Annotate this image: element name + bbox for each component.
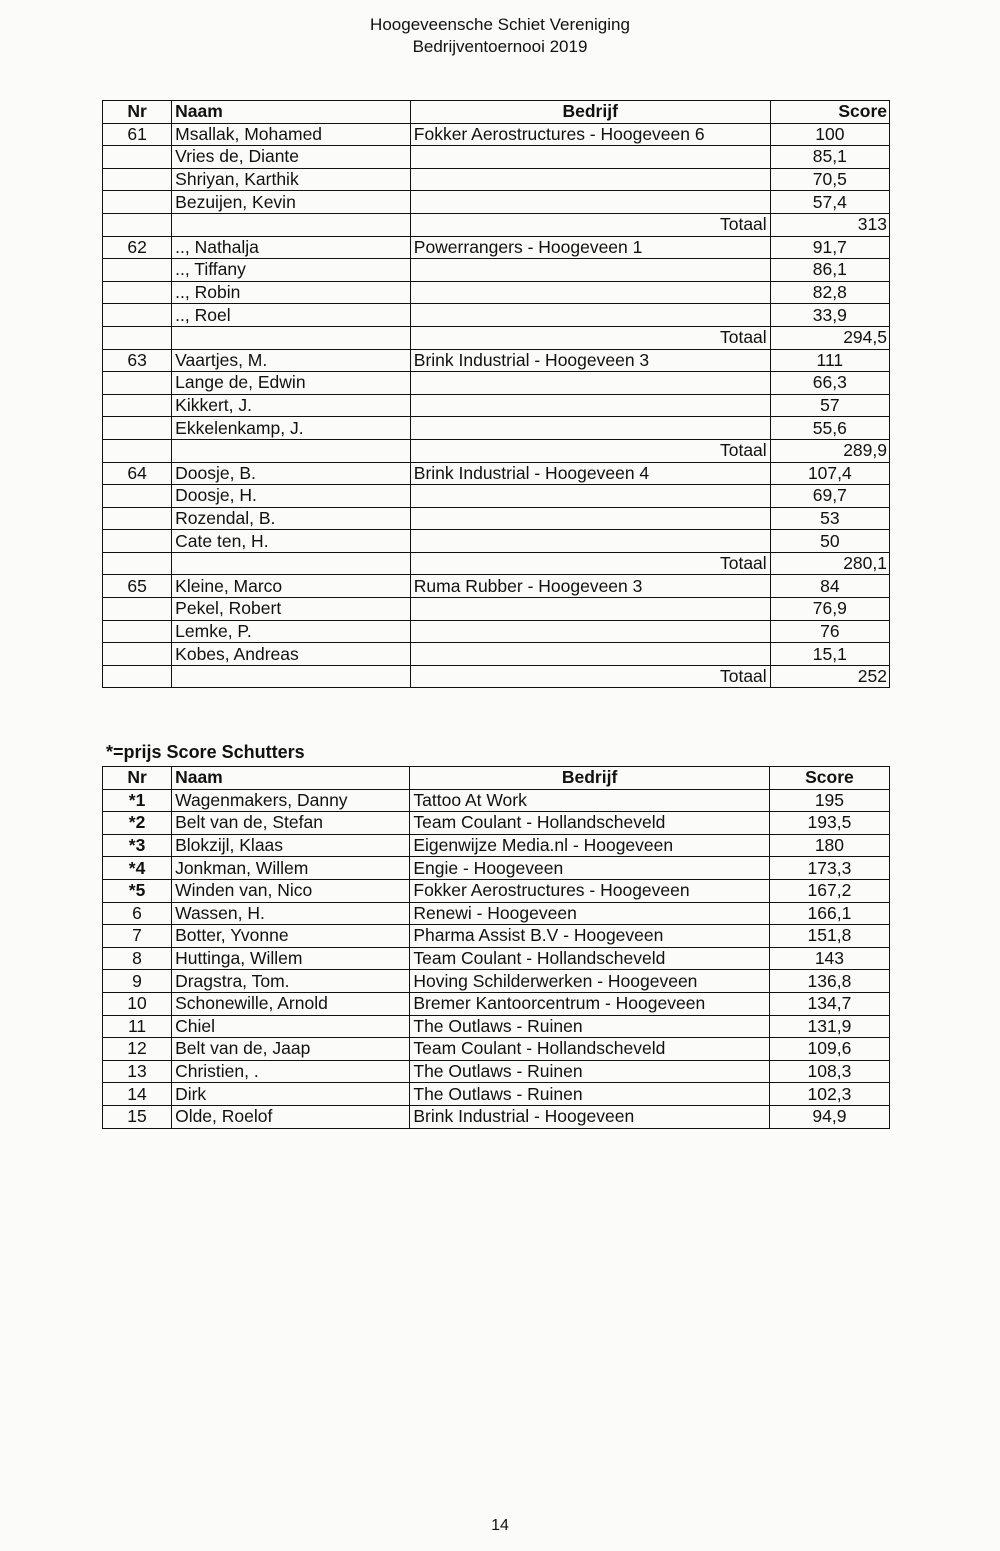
rank-cell: 14 bbox=[103, 1083, 172, 1106]
rank-cell: 8 bbox=[103, 947, 172, 970]
member-score-cell: 55,6 bbox=[770, 417, 889, 440]
shooter-name-cell: Belt van de, Jaap bbox=[172, 1038, 410, 1061]
shooter-table-header-row bbox=[103, 767, 890, 790]
member-score-cell: 70,5 bbox=[770, 168, 889, 191]
shooter-name-cell: Olde, Roelof bbox=[172, 1105, 410, 1128]
member-score-cell: 15,1 bbox=[770, 643, 889, 666]
shooter-name-cell: Jonkman, Willem bbox=[172, 857, 410, 880]
company-cell: Eigenwijze Media.nl - Hoogeveen bbox=[410, 834, 769, 857]
team-total-cell: 294,5 bbox=[770, 326, 889, 349]
team-total-row bbox=[103, 439, 890, 462]
shooter-score-cell: 167,2 bbox=[769, 879, 889, 902]
member-score-cell: 69,7 bbox=[770, 485, 889, 508]
shooter-row bbox=[103, 834, 890, 857]
member-score-cell: 111 bbox=[770, 349, 889, 372]
team-member-row bbox=[103, 123, 890, 146]
shooter-row bbox=[103, 857, 890, 880]
shooter-name-cell: Huttinga, Willem bbox=[172, 947, 410, 970]
company-cell bbox=[410, 643, 770, 666]
team-member-row bbox=[103, 643, 890, 666]
team-member-row bbox=[103, 146, 890, 169]
empty-cell bbox=[103, 326, 172, 349]
team-number-cell bbox=[103, 417, 172, 440]
rank-cell: *2 bbox=[103, 812, 172, 835]
total-label-cell: Totaal bbox=[410, 439, 770, 462]
company-cell bbox=[410, 372, 770, 395]
member-name-cell: Lemke, P. bbox=[172, 620, 411, 643]
team-member-row bbox=[103, 191, 890, 214]
col-header-nr: Nr bbox=[103, 101, 172, 124]
company-cell: Team Coulant - Hollandscheveld bbox=[410, 1038, 769, 1061]
rank-cell: 9 bbox=[103, 970, 172, 993]
rank-cell: 10 bbox=[103, 992, 172, 1015]
member-score-cell: 91,7 bbox=[770, 236, 889, 259]
shooter-name-cell: Dragstra, Tom. bbox=[172, 970, 410, 993]
empty-cell bbox=[103, 665, 172, 688]
company-cell bbox=[410, 485, 770, 508]
empty-cell bbox=[103, 439, 172, 462]
shooter-row bbox=[103, 1105, 890, 1128]
member-score-cell: 84 bbox=[770, 575, 889, 598]
empty-cell bbox=[172, 213, 411, 236]
shooter-name-cell: Belt van de, Stefan bbox=[172, 812, 410, 835]
team-member-row bbox=[103, 281, 890, 304]
shooter-row bbox=[103, 925, 890, 948]
team-number-cell bbox=[103, 507, 172, 530]
company-cell bbox=[410, 304, 770, 327]
company-cell bbox=[410, 168, 770, 191]
empty-cell bbox=[103, 552, 172, 575]
team-number-cell bbox=[103, 304, 172, 327]
shooter-name-cell: Wassen, H. bbox=[172, 902, 410, 925]
team-total-cell: 252 bbox=[770, 665, 889, 688]
company-cell: The Outlaws - Ruinen bbox=[410, 1060, 769, 1083]
member-name-cell: Kikkert, J. bbox=[172, 394, 411, 417]
total-label-cell: Totaal bbox=[410, 213, 770, 236]
member-score-cell: 86,1 bbox=[770, 259, 889, 282]
member-score-cell: 76 bbox=[770, 620, 889, 643]
empty-cell bbox=[172, 665, 411, 688]
member-name-cell: Lange de, Edwin bbox=[172, 372, 411, 395]
member-score-cell: 53 bbox=[770, 507, 889, 530]
member-name-cell: .., Nathalja bbox=[172, 236, 411, 259]
shooter-row bbox=[103, 902, 890, 925]
company-cell bbox=[410, 507, 770, 530]
company-cell bbox=[410, 417, 770, 440]
team-member-row bbox=[103, 507, 890, 530]
company-cell: The Outlaws - Ruinen bbox=[410, 1083, 769, 1106]
shooter-name-cell: Dirk bbox=[172, 1083, 410, 1106]
team-number-cell: 61 bbox=[103, 123, 172, 146]
club-title: Hoogeveensche Schiet Vereniging bbox=[370, 15, 630, 34]
team-member-row bbox=[103, 259, 890, 282]
member-score-cell: 85,1 bbox=[770, 146, 889, 169]
company-cell bbox=[410, 620, 770, 643]
empty-cell bbox=[172, 326, 411, 349]
shooter-name-cell: Chiel bbox=[172, 1015, 410, 1038]
company-cell bbox=[410, 598, 770, 621]
team-member-row bbox=[103, 349, 890, 372]
shooter-table-body bbox=[103, 789, 890, 1128]
member-score-cell: 57,4 bbox=[770, 191, 889, 214]
member-name-cell: .., Robin bbox=[172, 281, 411, 304]
member-score-cell: 82,8 bbox=[770, 281, 889, 304]
shooter-name-cell: Botter, Yvonne bbox=[172, 925, 410, 948]
company-cell bbox=[410, 394, 770, 417]
company-cell: Powerrangers - Hoogeveen 1 bbox=[410, 236, 770, 259]
shooter-row bbox=[103, 789, 890, 812]
tournament-subtitle: Bedrijventoernooi 2019 bbox=[412, 37, 588, 56]
company-cell bbox=[410, 191, 770, 214]
company-cell bbox=[410, 259, 770, 282]
shooter-row bbox=[103, 992, 890, 1015]
member-score-cell: 107,4 bbox=[770, 462, 889, 485]
team-number-cell: 63 bbox=[103, 349, 172, 372]
team-number-cell bbox=[103, 598, 172, 621]
rank-cell: *3 bbox=[103, 834, 172, 857]
team-member-row bbox=[103, 575, 890, 598]
rank-cell: *5 bbox=[103, 879, 172, 902]
shooter-row bbox=[103, 879, 890, 902]
shooter-score-cell: 151,8 bbox=[769, 925, 889, 948]
shooter-score-cell: 108,3 bbox=[769, 1060, 889, 1083]
company-cell bbox=[410, 281, 770, 304]
team-total-cell: 280,1 bbox=[770, 552, 889, 575]
team-total-row bbox=[103, 552, 890, 575]
col-header-bedrijf: Bedrijf bbox=[410, 767, 769, 790]
rank-cell: *1 bbox=[103, 789, 172, 812]
col-header-bedrijf: Bedrijf bbox=[410, 101, 770, 124]
member-name-cell: Kobes, Andreas bbox=[172, 643, 411, 666]
team-number-cell bbox=[103, 643, 172, 666]
member-score-cell: 66,3 bbox=[770, 372, 889, 395]
rank-cell: 13 bbox=[103, 1060, 172, 1083]
shooter-score-cell: 195 bbox=[769, 789, 889, 812]
member-score-cell: 33,9 bbox=[770, 304, 889, 327]
member-name-cell: Vries de, Diante bbox=[172, 146, 411, 169]
team-member-row bbox=[103, 598, 890, 621]
rank-cell: 15 bbox=[103, 1105, 172, 1128]
col-header-naam: Naam bbox=[172, 767, 410, 790]
member-score-cell: 100 bbox=[770, 123, 889, 146]
shooter-score-cell: 143 bbox=[769, 947, 889, 970]
empty-cell bbox=[172, 552, 411, 575]
team-number-cell bbox=[103, 372, 172, 395]
member-name-cell: Msallak, Mohamed bbox=[172, 123, 411, 146]
company-cell: Engie - Hoogeveen bbox=[410, 857, 769, 880]
member-score-cell: 50 bbox=[770, 530, 889, 553]
company-cell: Brink Industrial - Hoogeveen 3 bbox=[410, 349, 770, 372]
team-total-row bbox=[103, 326, 890, 349]
team-number-cell bbox=[103, 485, 172, 508]
team-member-row bbox=[103, 620, 890, 643]
member-name-cell: .., Tiffany bbox=[172, 259, 411, 282]
col-header-naam: Naam bbox=[172, 101, 411, 124]
member-name-cell: Doosje, H. bbox=[172, 485, 411, 508]
member-name-cell: Cate ten, H. bbox=[172, 530, 411, 553]
team-member-row bbox=[103, 236, 890, 259]
team-member-row bbox=[103, 417, 890, 440]
team-member-row bbox=[103, 462, 890, 485]
col-header-score: Score bbox=[769, 767, 889, 790]
shooter-score-cell: 134,7 bbox=[769, 992, 889, 1015]
shooter-score-cell: 109,6 bbox=[769, 1038, 889, 1061]
total-label-cell: Totaal bbox=[410, 665, 770, 688]
member-name-cell: Ekkelenkamp, J. bbox=[172, 417, 411, 440]
team-number-cell bbox=[103, 620, 172, 643]
shooter-name-cell: Schonewille, Arnold bbox=[172, 992, 410, 1015]
shooter-row bbox=[103, 1015, 890, 1038]
team-total-cell: 313 bbox=[770, 213, 889, 236]
member-name-cell: Bezuijen, Kevin bbox=[172, 191, 411, 214]
team-member-row bbox=[103, 485, 890, 508]
shooter-name-cell: Winden van, Nico bbox=[172, 879, 410, 902]
rank-cell: 7 bbox=[103, 925, 172, 948]
team-number-cell: 62 bbox=[103, 236, 172, 259]
team-number-cell bbox=[103, 394, 172, 417]
member-name-cell: Pekel, Robert bbox=[172, 598, 411, 621]
team-total-row bbox=[103, 213, 890, 236]
company-cell bbox=[410, 146, 770, 169]
total-label-cell: Totaal bbox=[410, 326, 770, 349]
member-score-cell: 76,9 bbox=[770, 598, 889, 621]
member-name-cell: Rozendal, B. bbox=[172, 507, 411, 530]
member-name-cell: Doosje, B. bbox=[172, 462, 411, 485]
company-cell: Team Coulant - Hollandscheveld bbox=[410, 812, 769, 835]
company-cell: Bremer Kantoorcentrum - Hoogeveen bbox=[410, 992, 769, 1015]
company-cell: Fokker Aerostructures - Hoogeveen bbox=[410, 879, 769, 902]
company-cell: Brink Industrial - Hoogeveen 4 bbox=[410, 462, 770, 485]
shooter-row bbox=[103, 812, 890, 835]
team-number-cell bbox=[103, 168, 172, 191]
team-number-cell: 64 bbox=[103, 462, 172, 485]
shooters-section-title bbox=[106, 742, 305, 763]
company-cell: Team Coulant - Hollandscheveld bbox=[410, 947, 769, 970]
page-number: 14 bbox=[491, 1517, 509, 1534]
member-score-cell: 57 bbox=[770, 394, 889, 417]
company-cell: Hoving Schilderwerken - Hoogeveen bbox=[410, 970, 769, 993]
team-total-cell: 289,9 bbox=[770, 439, 889, 462]
member-name-cell: Kleine, Marco bbox=[172, 575, 411, 598]
team-number-cell bbox=[103, 146, 172, 169]
rank-cell: 6 bbox=[103, 902, 172, 925]
shooter-name-cell: Wagenmakers, Danny bbox=[172, 789, 410, 812]
shooter-score-cell: 94,9 bbox=[769, 1105, 889, 1128]
company-cell: Renewi - Hoogeveen bbox=[410, 902, 769, 925]
team-number-cell bbox=[103, 191, 172, 214]
empty-cell bbox=[103, 213, 172, 236]
team-number-cell bbox=[103, 281, 172, 304]
col-header-nr: Nr bbox=[103, 767, 172, 790]
company-cell: Pharma Assist B.V - Hoogeveen bbox=[410, 925, 769, 948]
company-cell: Ruma Rubber - Hoogeveen 3 bbox=[410, 575, 770, 598]
company-cell bbox=[410, 530, 770, 553]
team-member-row bbox=[103, 168, 890, 191]
shooter-score-cell: 166,1 bbox=[769, 902, 889, 925]
shooter-score-cell: 193,5 bbox=[769, 812, 889, 835]
shooter-name-cell: Christien, . bbox=[172, 1060, 410, 1083]
team-table-header-row bbox=[103, 101, 890, 124]
team-member-row bbox=[103, 304, 890, 327]
company-cell: Fokker Aerostructures - Hoogeveen 6 bbox=[410, 123, 770, 146]
rank-cell: *4 bbox=[103, 857, 172, 880]
company-cell: Tattoo At Work bbox=[410, 789, 769, 812]
team-number-cell: 65 bbox=[103, 575, 172, 598]
member-name-cell: Vaartjes, M. bbox=[172, 349, 411, 372]
shooter-score-cell: 131,9 bbox=[769, 1015, 889, 1038]
shooter-score-cell: 173,3 bbox=[769, 857, 889, 880]
col-header-score: Score bbox=[770, 101, 889, 124]
shooter-row bbox=[103, 1083, 890, 1106]
shooter-row bbox=[103, 947, 890, 970]
company-cell: Brink Industrial - Hoogeveen bbox=[410, 1105, 769, 1128]
member-name-cell: .., Roel bbox=[172, 304, 411, 327]
team-number-cell bbox=[103, 259, 172, 282]
team-member-row bbox=[103, 394, 890, 417]
shooter-scores-table bbox=[102, 766, 890, 1129]
member-name-cell: Shriyan, Karthik bbox=[172, 168, 411, 191]
shooter-row bbox=[103, 1060, 890, 1083]
total-label-cell: Totaal bbox=[410, 552, 770, 575]
team-member-row bbox=[103, 530, 890, 553]
shooter-score-cell: 136,8 bbox=[769, 970, 889, 993]
team-scores-table bbox=[102, 100, 890, 688]
shooter-score-cell: 102,3 bbox=[769, 1083, 889, 1106]
shooter-name-cell: Blokzijl, Klaas bbox=[172, 834, 410, 857]
shooter-row bbox=[103, 970, 890, 993]
rank-cell: 11 bbox=[103, 1015, 172, 1038]
prize-note: *=prijs bbox=[106, 742, 162, 762]
team-total-row bbox=[103, 665, 890, 688]
team-number-cell bbox=[103, 530, 172, 553]
empty-cell bbox=[172, 439, 411, 462]
shooter-row bbox=[103, 1038, 890, 1061]
shooters-title: Score Schutters bbox=[166, 742, 305, 762]
team-member-row bbox=[103, 372, 890, 395]
shooter-score-cell: 180 bbox=[769, 834, 889, 857]
rank-cell: 12 bbox=[103, 1038, 172, 1061]
document-header bbox=[0, 14, 1000, 58]
team-table-body bbox=[103, 123, 890, 688]
company-cell: The Outlaws - Ruinen bbox=[410, 1015, 769, 1038]
